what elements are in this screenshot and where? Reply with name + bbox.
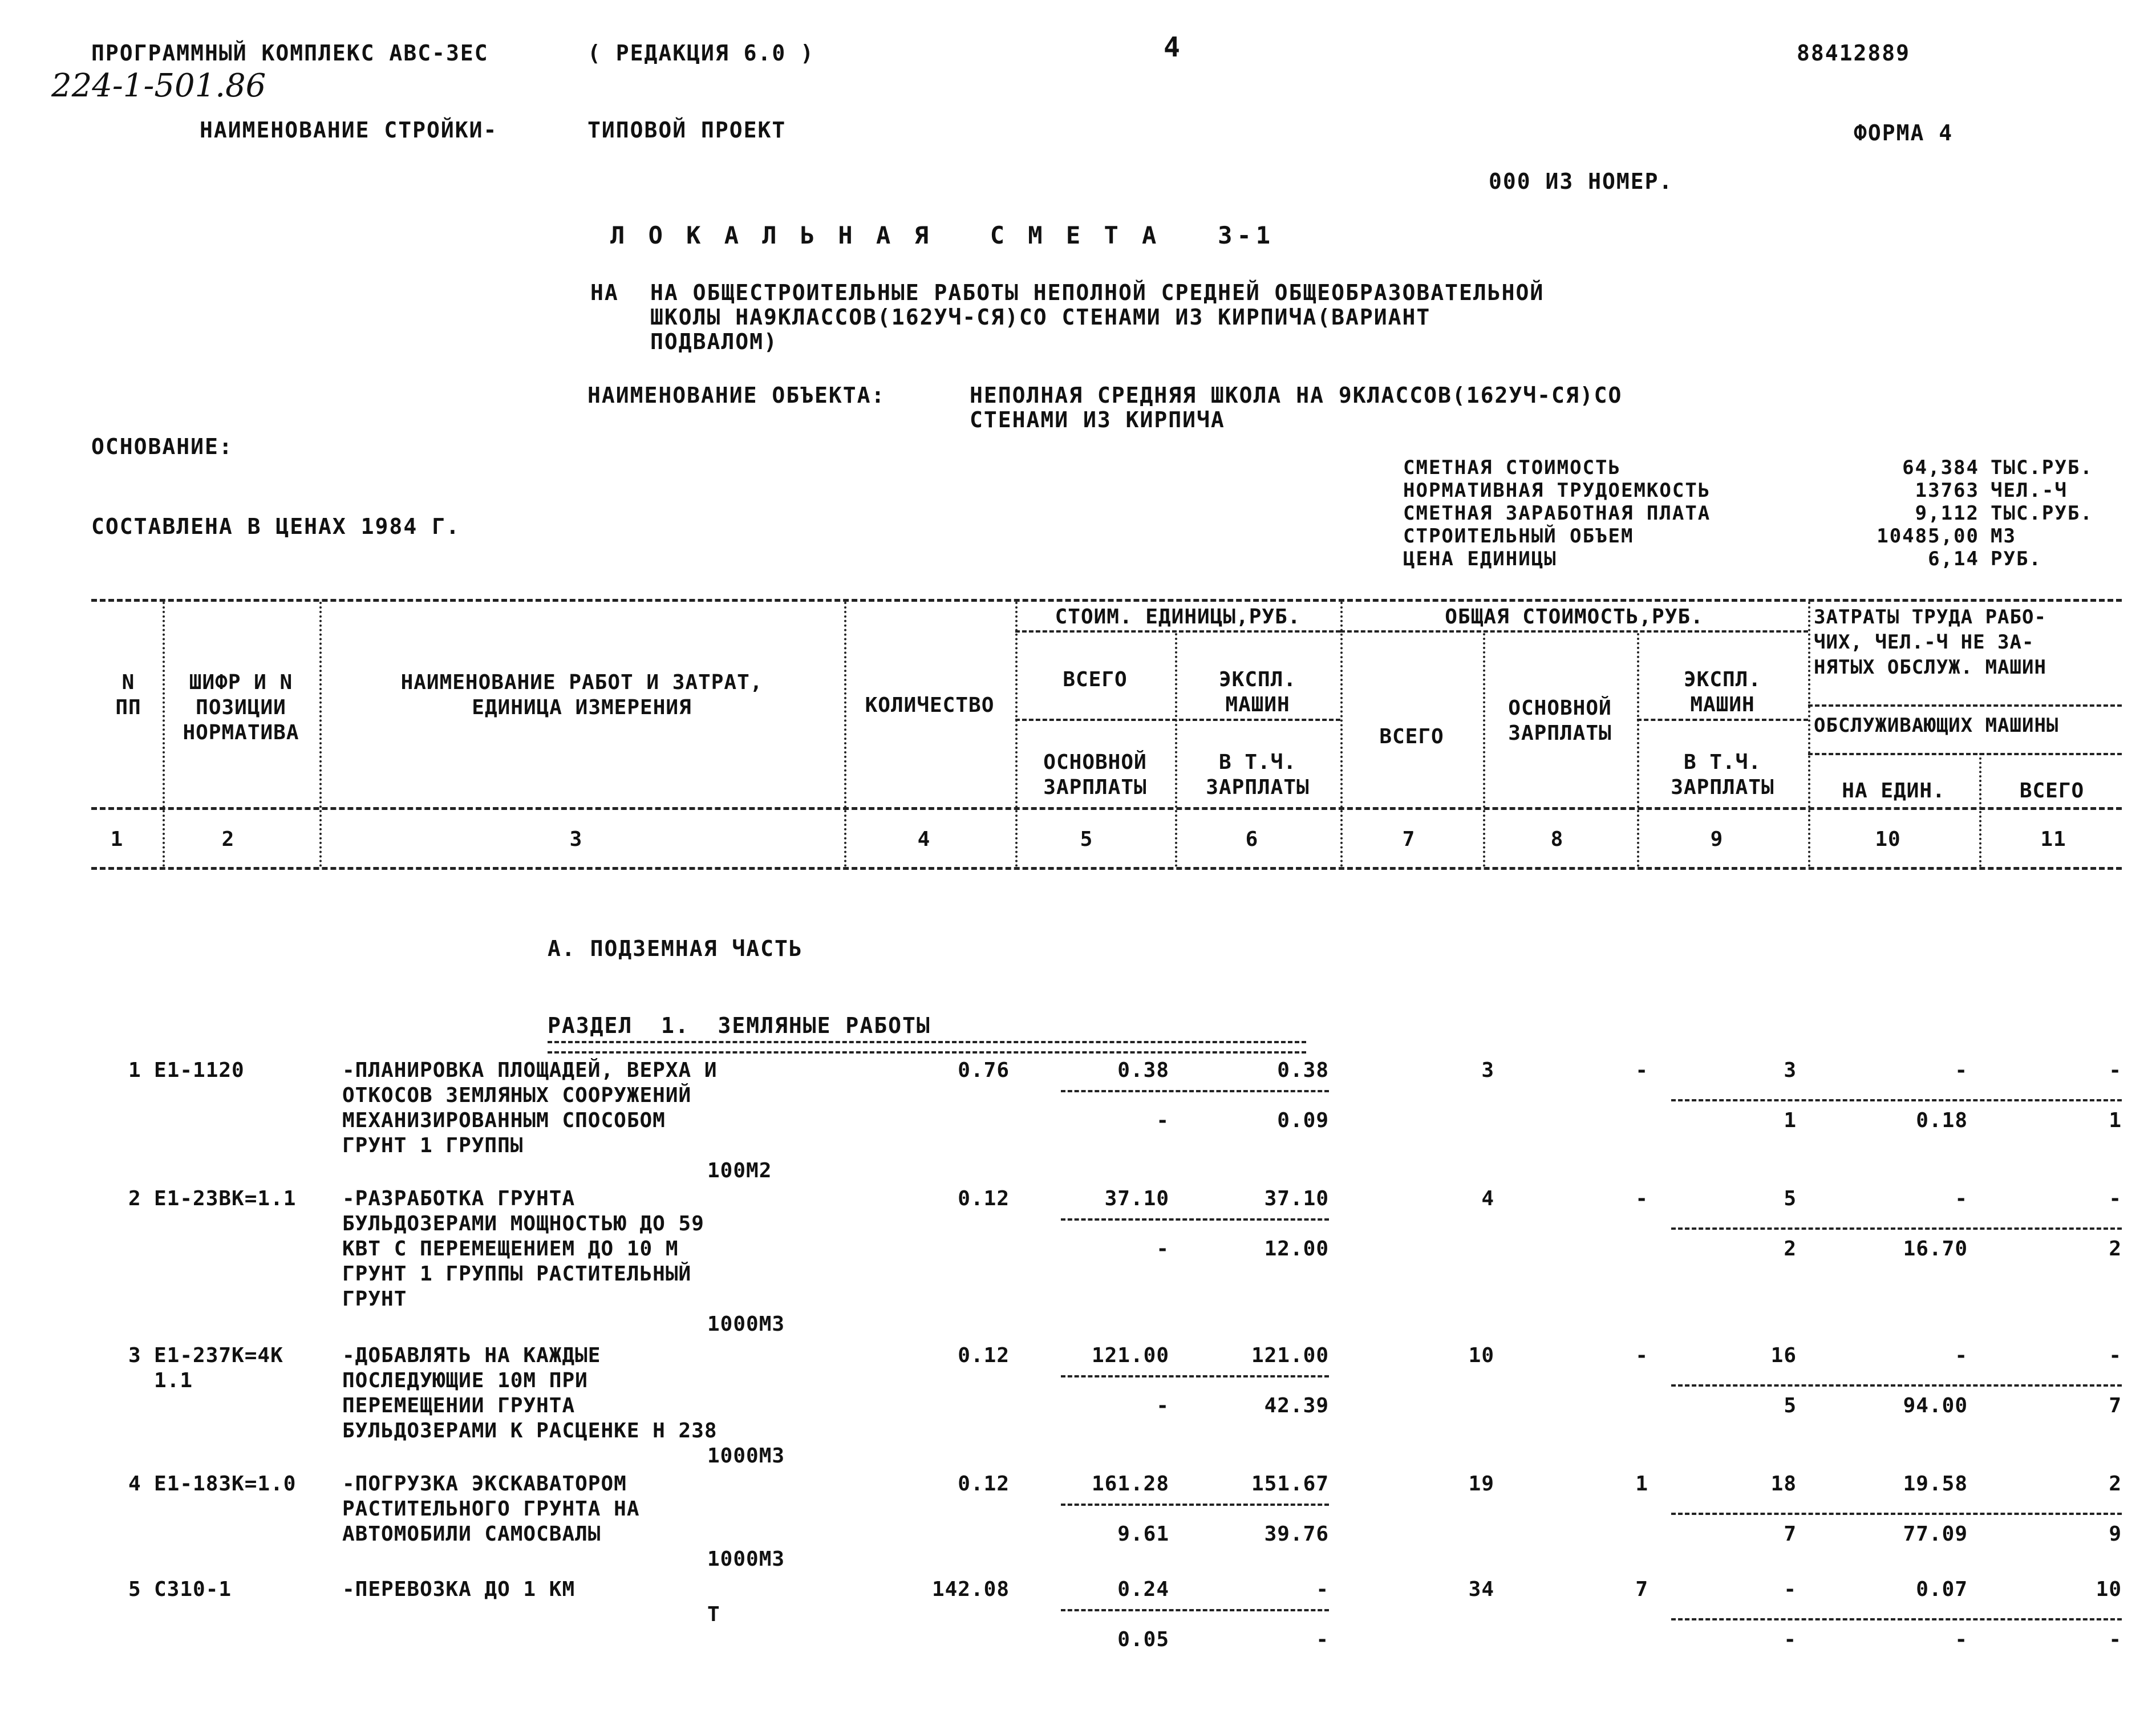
row-labor-unit: 94.00 [1903, 1394, 1968, 1417]
col-header-total: ВСЕГО [1379, 725, 1444, 748]
row-code: С310-1 [154, 1578, 232, 1601]
object-label: НАИМЕНОВАНИЕ ОБЪЕКТА: [587, 383, 886, 408]
column-number: 8 [1550, 828, 1564, 851]
prices-label: СОСТАВЛЕНА В ЦЕНАХ 1984 Г. [91, 514, 460, 539]
row-labor-unit-top: 19.58 [1903, 1472, 1968, 1496]
on-line-2: ШКОЛЫ НА9КЛАССОВ(162УЧ-СЯ)СО СТЕНАМИ ИЗ КИРПИЧА(ВАРИАНТ [650, 305, 1431, 330]
row-unit-incl: 42.39 [1264, 1394, 1329, 1417]
row-labor-total: 2 [2109, 1237, 2122, 1261]
col-header-name: НАИМЕНОВАНИЕ РАБОТ И ЗАТРАТ, ЕДИНИЦА ИЗМЕРЕНИЯ [400, 671, 763, 719]
row-qty: 0.12 [958, 1187, 1010, 1210]
col-header-qty: КОЛИЧЕСТВО [865, 694, 995, 717]
row-labor-total-top: - [2109, 1059, 2122, 1082]
subheader-rule [1808, 753, 2122, 755]
row-name-line: БУЛЬДОЗЕРАМИ К РАСЦЕНКЕ Н 238 [342, 1419, 718, 1443]
row-unit-separator [1061, 1504, 1329, 1506]
summary-label: СМЕТНАЯ ЗАРАБОТНАЯ ПЛАТА [1403, 502, 1711, 525]
row-qty: 142.08 [931, 1578, 1010, 1601]
estimate-number: 000 ИЗ НОМЕР. [1489, 169, 1673, 194]
row-total: 4 [1481, 1187, 1494, 1210]
row-labor-total-top: 2 [2109, 1472, 2122, 1496]
col-header-unit-incl: В Т.Ч. ЗАРПЛАТЫ [1206, 751, 1310, 799]
row-unit: Т [707, 1603, 720, 1626]
construction-value: ТИПОВОЙ ПРОЕКТ [587, 117, 787, 143]
row-unit-wage: 9.61 [1117, 1522, 1169, 1546]
row-labor-unit-top: - [1955, 1059, 1968, 1082]
row-qty: 0.12 [958, 1472, 1010, 1496]
document-heading: Л О К А Л Ь Н А Я С М Е Т А 3-1 [610, 221, 1275, 249]
construction-label: НАИМЕНОВАНИЕ СТРОЙКИ- [200, 117, 498, 143]
col-header-labor-total: ВСЕГО [2019, 779, 2085, 803]
row-labor-separator [1671, 1099, 2122, 1101]
row-total: 34 [1468, 1578, 1494, 1601]
row-number: 5 [128, 1578, 141, 1601]
basis-label: ОСНОВАНИЕ: [91, 434, 233, 459]
row-labor-separator [1671, 1384, 2122, 1387]
row-total: 3 [1481, 1059, 1494, 1082]
row-qty: 0.76 [958, 1059, 1010, 1082]
col-divider [1015, 602, 1018, 867]
row-labor-unit: 0.18 [1916, 1109, 1968, 1132]
summary-value: 10485,00 [1877, 525, 1979, 548]
summary-label: НОРМАТИВНАЯ ТРУДОЕМКОСТЬ [1403, 479, 1711, 502]
doc-code: 88412889 [1797, 40, 1911, 66]
col-header-total-incl: В Т.Ч. ЗАРПЛАТЫ [1671, 751, 1774, 799]
handwritten-code: 224-1-501.86 [51, 67, 266, 104]
program-name: ПРОГРАММНЫЙ КОМПЛЕКС АВС-ЗЕС [91, 40, 489, 66]
row-total-incl: 2 [1784, 1237, 1797, 1261]
col-divider [1637, 633, 1639, 867]
col-header-unit-cost: СТОИМ. ЕДИНИЦЫ,РУБ. [1055, 605, 1301, 629]
col-divider [163, 602, 165, 867]
summary-value: 13763 [1915, 479, 1979, 502]
row-total: 19 [1468, 1472, 1494, 1496]
col-header-unit-total: ВСЕГО [1063, 668, 1128, 691]
row-number: 2 [128, 1187, 141, 1210]
row-name-line: ПЕРЕМЕЩЕНИИ ГРУНТА [342, 1394, 576, 1417]
col-header-n: N ПП [115, 671, 141, 719]
row-unit-total: 161.28 [1091, 1472, 1169, 1496]
row-labor-unit: 16.70 [1903, 1237, 1968, 1261]
row-unit-wage: - [1156, 1237, 1169, 1261]
row-total-wage: - [1635, 1344, 1648, 1367]
row-number: 3 [128, 1344, 141, 1367]
col-divider [319, 602, 322, 867]
subheader-rule [1015, 719, 1340, 721]
col-header-unit-machines: ЭКСПЛ. МАШИН [1218, 668, 1297, 716]
col-divider [1979, 753, 1981, 867]
subheader-rule [1340, 630, 1808, 633]
row-unit: 1000М3 [707, 1547, 785, 1571]
row-unit-machines: 37.10 [1264, 1187, 1329, 1210]
row-unit-wage: 0.05 [1117, 1628, 1169, 1651]
row-total-machines: 3 [1784, 1059, 1797, 1082]
object-line-2: СТЕНАМИ ИЗ КИРПИЧА [970, 407, 1225, 432]
row-total-machines: 16 [1770, 1344, 1797, 1367]
row-name-line: МЕХАНИЗИРОВАННЫМ СПОСОБОМ [342, 1109, 666, 1132]
row-code: Е1-237К=4К [154, 1344, 283, 1367]
row-code: Е1-183К=1.0 [154, 1472, 297, 1496]
row-total-wage: - [1635, 1187, 1648, 1210]
row-labor-unit: - [1955, 1628, 1968, 1651]
row-code: Е1-1120 [154, 1059, 245, 1082]
column-number: 4 [917, 828, 931, 851]
row-unit-separator [1061, 1218, 1329, 1221]
subheader-rule [1808, 704, 2122, 707]
column-number: 2 [221, 828, 235, 851]
row-unit-wage: - [1156, 1394, 1169, 1417]
row-name-line: -ПОГРУЗКА ЭКСКАВАТОРОМ [342, 1472, 627, 1496]
summary-value: 9,112 [1915, 502, 1979, 525]
row-labor-total-top: - [2109, 1344, 2122, 1367]
row-name-line: БУЛЬДОЗЕРАМИ МОЩНОСТЬЮ ДО 59 [342, 1212, 704, 1235]
col-divider [844, 602, 846, 867]
on-label: НА [590, 280, 619, 305]
summary-value: 64,384 [1902, 456, 1979, 479]
row-labor-total: 1 [2109, 1109, 2122, 1132]
summary-value: 6,14 [1928, 548, 1979, 570]
summary-label: ЦЕНА ЕДИНИЦЫ [1403, 548, 1557, 570]
row-unit-machines: 121.00 [1251, 1344, 1329, 1367]
col-header-total-cost: ОБЩАЯ СТОИМОСТЬ,РУБ. [1445, 605, 1704, 629]
row-unit-total: 0.24 [1117, 1578, 1169, 1601]
row-labor-total: 9 [2109, 1522, 2122, 1546]
row-labor-total-top: 10 [2096, 1578, 2122, 1601]
row-labor-unit: 77.09 [1903, 1522, 1968, 1546]
row-labor-total-top: - [2109, 1187, 2122, 1210]
row-unit: 100М2 [707, 1159, 772, 1182]
row-total-incl: 7 [1784, 1522, 1797, 1546]
row-total: 10 [1468, 1344, 1494, 1367]
row-labor-unit-top: - [1955, 1187, 1968, 1210]
row-unit-separator [1061, 1375, 1329, 1377]
row-unit-machines: - [1316, 1578, 1329, 1601]
row-unit-incl: 39.76 [1264, 1522, 1329, 1546]
column-number: 5 [1080, 828, 1093, 851]
row-unit-wage: - [1156, 1109, 1169, 1132]
row-unit: 1000М3 [707, 1312, 785, 1336]
row-name-line: -ДОБАВЛЯТЬ НА КАЖДЫЕ [342, 1344, 601, 1367]
table-number-rule [91, 867, 2122, 870]
summary-unit: ТЫС.РУБ. [1991, 502, 2093, 525]
col-divider [1483, 633, 1485, 867]
row-total-machines: 5 [1784, 1187, 1797, 1210]
row-labor-separator [1671, 1618, 2122, 1620]
summary-unit: М3 [1991, 525, 2016, 548]
row-name-line: ГРУНТ [342, 1287, 407, 1311]
row-name-line: ГРУНТ 1 ГРУППЫ [342, 1134, 524, 1157]
col-divider [1340, 602, 1343, 867]
row-total-wage: 1 [1635, 1472, 1648, 1496]
col-header-code: ШИФР И N ПОЗИЦИИ НОРМАТИВА [183, 671, 299, 744]
summary-label: СМЕТНАЯ СТОИМОСТЬ [1403, 456, 1621, 479]
row-total-incl: 5 [1784, 1394, 1797, 1417]
col-header-total-wage: ОСНОВНОЙ ЗАРПЛАТЫ [1508, 696, 1612, 745]
row-code: Е1-23ВК=1.1 [154, 1187, 297, 1210]
row-total-incl: - [1784, 1628, 1797, 1651]
on-line-1: НА ОБЩЕСТРОИТЕЛЬНЫЕ РАБОТЫ НЕПОЛНОЙ СРЕДНЕЙ ОБЩЕОБРАЗОВАТЕЛЬНОЙ [650, 280, 1545, 305]
row-unit-incl: 0.09 [1277, 1109, 1329, 1132]
row-unit-total: 121.00 [1091, 1344, 1169, 1367]
column-number: 1 [110, 828, 124, 851]
row-qty: 0.12 [958, 1344, 1010, 1367]
row-labor-separator [1671, 1513, 2122, 1515]
column-number: 3 [569, 828, 583, 851]
col-divider [1175, 633, 1177, 867]
row-name-line: ОТКОСОВ ЗЕМЛЯНЫХ СООРУЖЕНИЙ [342, 1084, 692, 1107]
summary-unit: РУБ. [1991, 548, 2042, 570]
row-total-machines: - [1784, 1578, 1797, 1601]
summary-label: СТРОИТЕЛЬНЫЙ ОБЪЕМ [1403, 525, 1634, 548]
row-name-line: АВТОМОБИЛИ САМОСВАЛЫ [342, 1522, 601, 1546]
col-header-total-machines: ЭКСПЛ. МАШИН [1683, 668, 1762, 716]
row-total-wage: - [1635, 1059, 1648, 1082]
summary-unit: ТЫС.РУБ. [1991, 456, 2093, 479]
col-header-labor: ЗАТРАТЫ ТРУДА РАБО- ЧИХ, ЧЕЛ.-Ч НЕ ЗА- НЯТЫХ ОБСЛУЖ. МАШИН [1814, 606, 2046, 679]
row-labor-unit-top: - [1955, 1344, 1968, 1367]
row-labor-unit-top: 0.07 [1916, 1578, 1968, 1601]
row-unit-machines: 0.38 [1277, 1059, 1329, 1082]
row-name-line: -ПЕРЕВОЗКА ДО 1 КМ [342, 1578, 576, 1601]
column-number: 7 [1402, 828, 1416, 851]
row-number: 1 [128, 1059, 141, 1082]
row-total-machines: 18 [1770, 1472, 1797, 1496]
form-label: ФОРМА 4 [1854, 120, 1954, 145]
row-name-line: ГРУНТ 1 ГРУППЫ РАСТИТЕЛЬНЫЙ [342, 1262, 692, 1286]
row-number: 4 [128, 1472, 141, 1496]
row-code-extra: 1.1 [154, 1369, 193, 1392]
row-total-incl: 1 [1784, 1109, 1797, 1132]
row-labor-separator [1671, 1227, 2122, 1230]
row-unit: 1000М3 [707, 1444, 785, 1468]
row-name-line: РАСТИТЕЛЬНОГО ГРУНТА НА [342, 1497, 640, 1521]
object-line-1: НЕПОЛНАЯ СРЕДНЯЯ ШКОЛА НА 9КЛАССОВ(162УЧ-СЯ)СО [970, 383, 1623, 408]
table-top-rule [91, 599, 2122, 602]
subheader-rule [1637, 719, 1808, 721]
subheader-rule [1015, 630, 1340, 633]
row-total-wage: 7 [1635, 1578, 1648, 1601]
row-labor-total: 7 [2109, 1394, 2122, 1417]
row-unit-total: 0.38 [1117, 1059, 1169, 1082]
table-header-rule [91, 807, 2122, 810]
row-name-line: -ПЛАНИРОВКА ПЛОЩАДЕЙ, ВЕРХА И [342, 1059, 718, 1082]
row-unit-separator [1061, 1609, 1329, 1611]
row-unit-total: 37.10 [1104, 1187, 1169, 1210]
col-header-labor-unit: НА ЕДИН. [1842, 779, 1946, 803]
on-line-3: ПОДВАЛОМ) [650, 329, 778, 354]
part-title: А. ПОДЗЕМНАЯ ЧАСТЬ [548, 936, 803, 961]
summary-unit: ЧЕЛ.-Ч [1991, 479, 2068, 502]
section-title: РАЗДЕЛ 1. ЗЕМЛЯНЫЕ РАБОТЫ [548, 1013, 931, 1038]
row-labor-total: - [2109, 1628, 2122, 1651]
edition-label: ( РЕДАКЦИЯ 6.0 ) [587, 40, 815, 66]
section-underline [548, 1041, 1306, 1054]
column-number: 11 [2040, 828, 2066, 851]
col-header-serv: ОБСЛУЖИВАЮЩИХ МАШИНЫ [1814, 714, 2059, 737]
column-number: 6 [1245, 828, 1259, 851]
column-number: 10 [1875, 828, 1901, 851]
row-name-line: -РАЗРАБОТКА ГРУНТА [342, 1187, 576, 1210]
column-number: 9 [1710, 828, 1724, 851]
row-unit-separator [1061, 1090, 1329, 1092]
col-divider [1808, 602, 1810, 867]
page-mark: 4 [1164, 31, 1181, 63]
row-unit-incl: 12.00 [1264, 1237, 1329, 1261]
row-name-line: КВТ С ПЕРЕМЕЩЕНИЕМ ДО 10 М [342, 1237, 679, 1261]
row-unit-machines: 151.67 [1251, 1472, 1329, 1496]
row-unit-incl: - [1316, 1628, 1329, 1651]
col-header-unit-wage: ОСНОВНОЙ ЗАРПЛАТЫ [1043, 751, 1147, 799]
row-name-line: ПОСЛЕДУЮЩИЕ 10М ПРИ [342, 1369, 588, 1392]
